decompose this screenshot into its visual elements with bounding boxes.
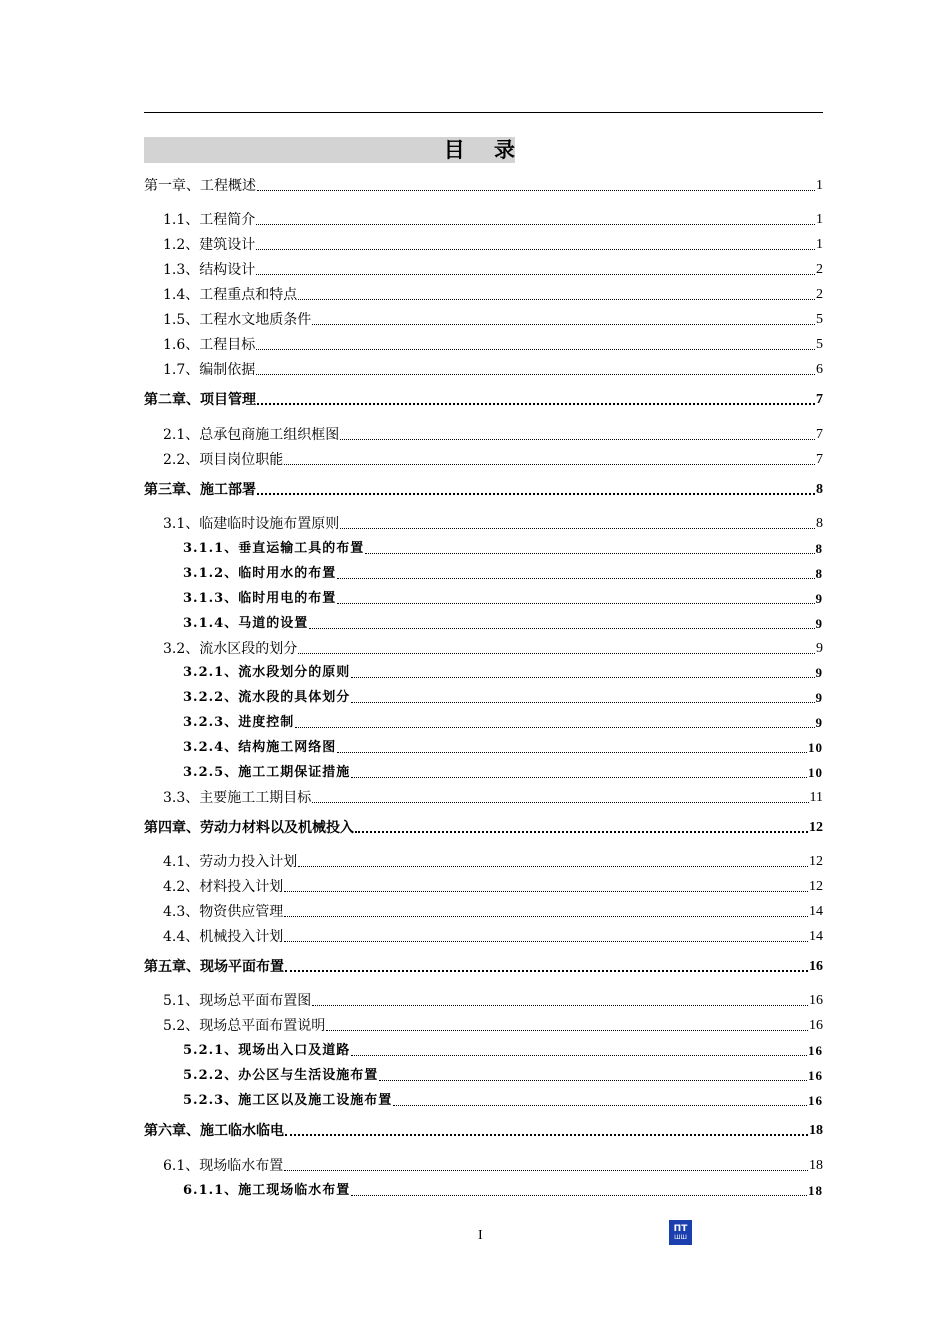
toc-entry[interactable] bbox=[163, 512, 823, 532]
toc-entry-label: 3.3、主要施工工期目标 bbox=[163, 790, 312, 806]
toc-entry-page: 5 bbox=[816, 337, 823, 352]
toc-entry-label: 第四章、劳动力材料以及机械投入 bbox=[144, 820, 354, 836]
toc-entry-page: 8 bbox=[816, 516, 823, 531]
toc-entry[interactable] bbox=[183, 711, 823, 731]
toc-entry-page: 7 bbox=[816, 427, 823, 442]
toc-entry-page: 16 bbox=[809, 959, 823, 974]
toc-entry-label: 5.2.2、办公区与生活设施布置 bbox=[183, 1068, 379, 1083]
toc-entry-label: 1.2、建筑设计 bbox=[163, 237, 256, 253]
toc-entry-page: 7 bbox=[816, 452, 823, 467]
dot-leader bbox=[256, 374, 815, 375]
dot-leader bbox=[256, 224, 815, 225]
toc-entry-page: 16 bbox=[808, 1068, 823, 1083]
toc-entry-page: 6 bbox=[816, 362, 823, 377]
logo-mark-top: ПТ bbox=[673, 1223, 688, 1234]
toc-entry-page: 1 bbox=[816, 178, 823, 193]
toc-entry-label: 3.1.1、垂直运输工具的布置 bbox=[183, 541, 365, 556]
toc-entry[interactable] bbox=[183, 612, 823, 632]
page-number: I bbox=[478, 1228, 483, 1243]
toc-entry-label: 3.1.3、临时用电的布置 bbox=[183, 591, 337, 606]
toc-entry-label: 4.3、物资供应管理 bbox=[163, 904, 284, 920]
toc-entry[interactable] bbox=[183, 1064, 823, 1084]
dot-leader bbox=[257, 493, 815, 495]
toc-entry-page: 8 bbox=[815, 566, 823, 581]
toc-entry-label: 2.2、项目岗位职能 bbox=[163, 452, 284, 468]
dot-leader bbox=[256, 349, 815, 350]
dot-leader bbox=[337, 752, 807, 753]
toc-entry[interactable] bbox=[144, 478, 823, 498]
toc-entry-label: 第三章、施工部署 bbox=[144, 482, 256, 498]
dot-leader bbox=[351, 677, 814, 678]
toc-entry-label: 3.2.2、流水段的具体划分 bbox=[183, 690, 351, 705]
toc-entry[interactable] bbox=[183, 1039, 823, 1059]
toc-entry-page: 16 bbox=[808, 1093, 823, 1108]
toc-entry[interactable] bbox=[163, 333, 823, 353]
toc-entry-page: 12 bbox=[809, 820, 823, 835]
dot-leader bbox=[393, 1105, 807, 1106]
toc-entry-page: 14 bbox=[809, 904, 823, 919]
toc-entry[interactable] bbox=[183, 761, 823, 781]
dot-leader bbox=[340, 439, 815, 440]
dot-leader bbox=[284, 891, 808, 892]
toc-title: 目 录 bbox=[443, 138, 515, 162]
dot-leader bbox=[355, 831, 808, 833]
toc-entry[interactable] bbox=[163, 637, 823, 657]
toc-entry-page: 8 bbox=[815, 541, 823, 556]
toc-entry-label: 5.1、现场总平面布置图 bbox=[163, 993, 312, 1009]
toc-entry-label: 3.2.3、进度控制 bbox=[183, 715, 295, 730]
toc-entry[interactable] bbox=[163, 925, 823, 945]
toc-entry[interactable] bbox=[183, 1179, 823, 1199]
toc-entry[interactable] bbox=[163, 1014, 823, 1034]
toc-entry[interactable] bbox=[183, 736, 823, 756]
toc-entry-label: 3.2、流水区段的划分 bbox=[163, 641, 298, 657]
dot-leader bbox=[326, 1030, 808, 1031]
dot-leader bbox=[295, 727, 814, 728]
toc-entry-label: 4.1、劳动力投入计划 bbox=[163, 854, 298, 870]
toc-entry-page: 9 bbox=[815, 616, 823, 631]
toc-entry-page: 9 bbox=[815, 665, 823, 680]
toc-entry-page: 2 bbox=[816, 262, 823, 277]
toc-entry-label: 3.2.4、结构施工网络图 bbox=[183, 740, 337, 755]
dot-leader bbox=[337, 603, 814, 604]
dot-leader bbox=[312, 802, 808, 803]
toc-entry-label: 6.1.1、施工现场临水布置 bbox=[183, 1183, 351, 1198]
toc-entry[interactable] bbox=[183, 587, 823, 607]
dot-leader bbox=[379, 1080, 807, 1081]
toc-entry-page: 7 bbox=[816, 392, 823, 407]
dot-leader bbox=[309, 628, 814, 629]
dot-leader bbox=[257, 403, 815, 405]
dot-leader bbox=[284, 1170, 808, 1171]
toc-entry-label: 5.2.1、现场出入口及道路 bbox=[183, 1043, 351, 1058]
toc-entry-label: 6.1、现场临水布置 bbox=[163, 1158, 284, 1174]
toc-entry[interactable] bbox=[144, 816, 823, 836]
toc-entry-page: 12 bbox=[809, 854, 823, 869]
toc-entry-label: 3.2.5、施工工期保证措施 bbox=[183, 765, 351, 780]
toc-entry-page: 1 bbox=[816, 237, 823, 252]
toc-entry[interactable] bbox=[183, 686, 823, 706]
toc-entry-page: 16 bbox=[808, 1043, 823, 1058]
toc-entry-label: 1.7、编制依据 bbox=[163, 362, 256, 378]
toc-entry-label: 3.1、临建临时设施布置原则 bbox=[163, 516, 340, 532]
toc-entry-label: 第五章、现场平面布置 bbox=[144, 959, 284, 975]
dot-leader bbox=[351, 777, 807, 778]
dot-leader bbox=[340, 528, 815, 529]
toc-entry-page: 16 bbox=[809, 993, 823, 1008]
toc-entry[interactable] bbox=[144, 955, 823, 975]
toc-entry[interactable] bbox=[163, 208, 823, 228]
toc-entry-page: 8 bbox=[816, 482, 823, 497]
toc-entry[interactable] bbox=[183, 537, 823, 557]
toc-entry-page: 9 bbox=[815, 591, 823, 606]
logo-mark-bottom: ШШ bbox=[674, 1233, 687, 1241]
toc-entry[interactable] bbox=[183, 562, 823, 582]
toc-entry-page: 12 bbox=[809, 879, 823, 894]
toc-entry-label: 1.1、工程简介 bbox=[163, 212, 256, 228]
toc-entry-page: 2 bbox=[816, 287, 823, 302]
toc-entry-label: 3.2.1、流水段划分的原则 bbox=[183, 665, 351, 680]
toc-entry-label: 4.2、材料投入计划 bbox=[163, 879, 284, 895]
toc-entry-page: 18 bbox=[809, 1123, 823, 1138]
toc-entry-label: 1.5、工程水文地质条件 bbox=[163, 312, 312, 328]
dot-leader bbox=[284, 464, 815, 465]
toc-entry-label: 1.3、结构设计 bbox=[163, 262, 256, 278]
toc-entry-page: 1 bbox=[816, 212, 823, 227]
toc-entry[interactable] bbox=[163, 786, 823, 806]
toc-entry[interactable] bbox=[144, 388, 823, 408]
toc-entry[interactable] bbox=[163, 448, 823, 468]
dot-leader bbox=[337, 578, 814, 579]
toc-entry-label: 第二章、项目管理 bbox=[144, 392, 256, 408]
dot-leader bbox=[298, 866, 808, 867]
toc-entry[interactable] bbox=[183, 1089, 823, 1109]
toc-entry[interactable] bbox=[163, 900, 823, 920]
toc-entry-label: 3.1.4、马道的设置 bbox=[183, 616, 309, 631]
toc-entry-label: 5.2.3、施工区以及施工设施布置 bbox=[183, 1093, 393, 1108]
dot-leader bbox=[351, 1055, 807, 1056]
toc-entry-label: 1.4、工程重点和特点 bbox=[163, 287, 298, 303]
toc-entry-page: 5 bbox=[816, 312, 823, 327]
toc-entry[interactable] bbox=[163, 283, 823, 303]
dot-leader bbox=[284, 916, 808, 917]
dot-leader bbox=[312, 324, 815, 325]
toc-entry-label: 4.4、机械投入计划 bbox=[163, 929, 284, 945]
dot-leader bbox=[256, 274, 815, 275]
toc-entry[interactable] bbox=[163, 989, 823, 1009]
toc-entry[interactable] bbox=[163, 1154, 823, 1174]
toc-entry-page: 10 bbox=[808, 765, 823, 780]
dot-leader bbox=[312, 1005, 808, 1006]
dot-leader bbox=[351, 1195, 807, 1196]
company-logo bbox=[669, 1220, 692, 1245]
toc-entry-page: 16 bbox=[809, 1018, 823, 1033]
toc-entry-page: 18 bbox=[809, 1158, 823, 1173]
toc-entry[interactable] bbox=[163, 233, 823, 253]
toc-entry[interactable] bbox=[163, 308, 823, 328]
dot-leader bbox=[285, 970, 808, 972]
toc-entry-page: 9 bbox=[816, 641, 823, 656]
toc-entry[interactable] bbox=[163, 423, 823, 443]
toc-entry[interactable] bbox=[163, 258, 823, 278]
toc-entry-label: 3.1.2、临时用水的布置 bbox=[183, 566, 337, 581]
toc-entry-page: 18 bbox=[808, 1183, 823, 1198]
toc-entry-page: 10 bbox=[808, 740, 823, 755]
toc-entry[interactable] bbox=[144, 174, 823, 194]
toc-entry[interactable] bbox=[163, 850, 823, 870]
dot-leader bbox=[284, 941, 808, 942]
dot-leader bbox=[256, 249, 815, 250]
dot-leader bbox=[285, 1134, 808, 1136]
toc-entry-page: 9 bbox=[815, 715, 823, 730]
toc-entry-label: 1.6、工程目标 bbox=[163, 337, 256, 353]
dot-leader bbox=[351, 702, 814, 703]
toc-entry-label: 第一章、工程概述 bbox=[144, 178, 256, 194]
toc-entry-page: 14 bbox=[809, 929, 823, 944]
toc-entry[interactable] bbox=[163, 358, 823, 378]
toc-entry-label: 2.1、总承包商施工组织框图 bbox=[163, 427, 340, 443]
toc-entry[interactable] bbox=[163, 875, 823, 895]
dot-leader bbox=[257, 190, 815, 191]
toc-entry-label: 第六章、施工临水临电 bbox=[144, 1123, 284, 1139]
toc-entry-label: 5.2、现场总平面布置说明 bbox=[163, 1018, 326, 1034]
toc-entry[interactable] bbox=[183, 661, 823, 681]
dot-leader bbox=[365, 553, 814, 554]
toc-entry[interactable] bbox=[144, 1119, 823, 1139]
toc-entry-page: 9 bbox=[815, 690, 823, 705]
toc-entry-page: 11 bbox=[809, 790, 823, 805]
dot-leader bbox=[298, 653, 815, 654]
dot-leader bbox=[298, 299, 815, 300]
